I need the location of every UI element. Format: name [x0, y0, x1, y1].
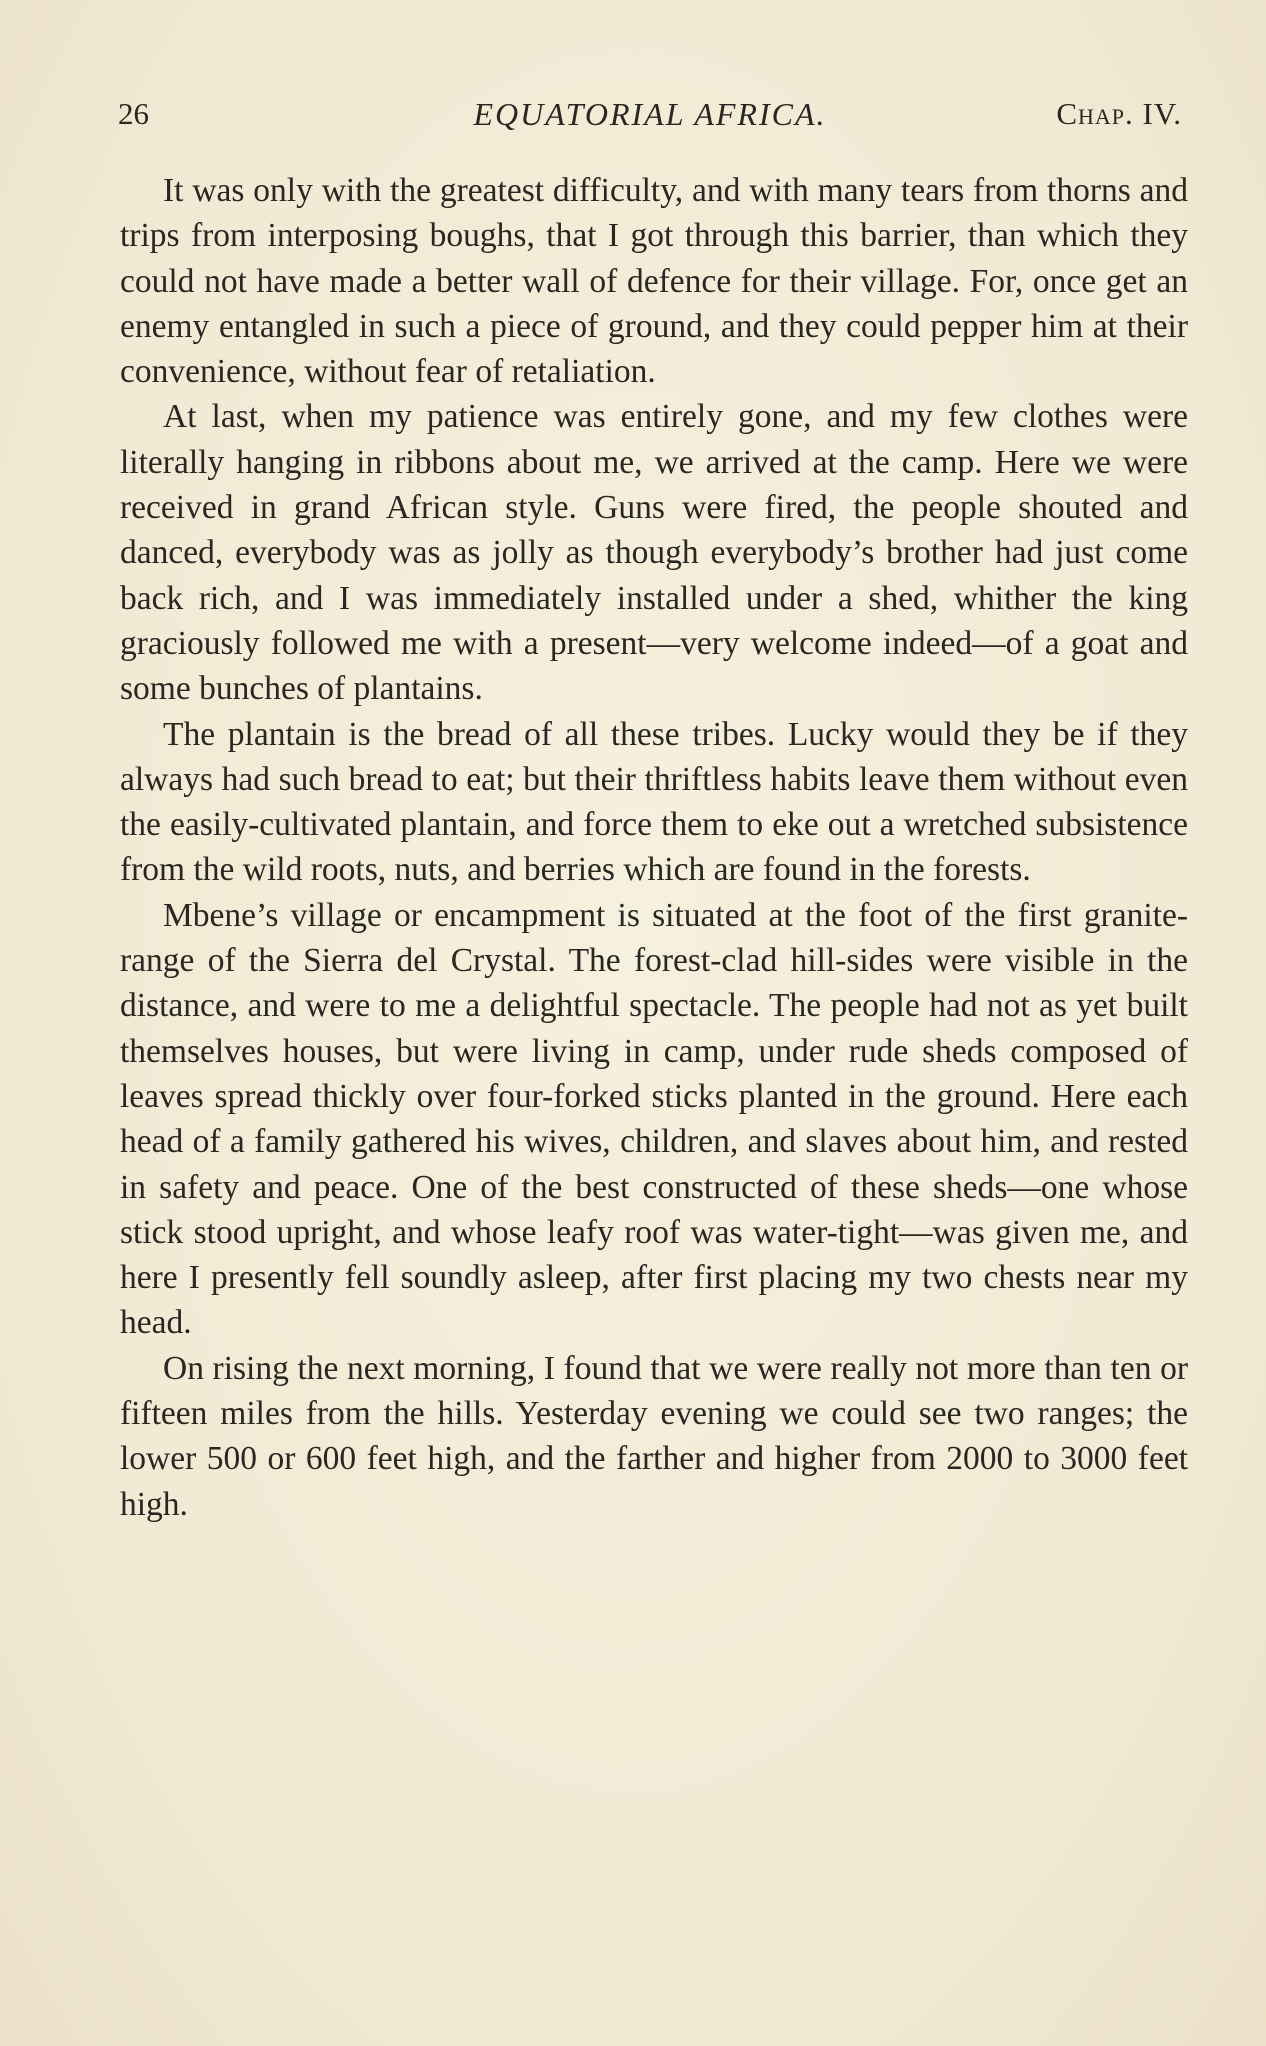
- body-text: [120, 168, 1188, 1527]
- page-number: 26: [118, 96, 149, 131]
- running-title: EQUATORIAL AFRICA.: [473, 96, 827, 132]
- paragraph-barrier: It was only with the greatest difficulty, and with many tears from thorns and trips from interposing boughs, that I got through this barrier, than which they could not have made a better wall of defence for their village. For, once get an enemy entangled in such a piece of ground, and they could pepper him at their convenience, without fear of retaliation.: [120, 172, 1188, 391]
- chapter-label: Chap. IV.: [1056, 96, 1182, 131]
- page-header: [118, 96, 1182, 140]
- paragraph-arrival: At last, when my patience was entirely gone, and my few clothes were literally hanging in ribbons about me, we arrived at the camp. Here we were received in grand African style. Guns were fired, the people shouted and danced, everybody was as jolly as though everybody’s brother had just come back rich, and I was immediately installed under a shed, whither the king graciously followed me with a present—very welcome indeed—of a goat and some bunches of plantains.: [120, 398, 1188, 708]
- paragraph-plantain: The plantain is the bread of all these tribes. Lucky would they be if they always had such bread to eat; but their thriftless habits leave them without even the easily-cultivated plantain, and force them to eke out a wretched subsistence from the wild roots, nuts, and berries which are found in the forests.: [120, 715, 1188, 889]
- paragraph-morning: On rising the next morning, I found that we were really not more than ten or fifteen miles from the hills. Yesterday evening we could see two ranges; the lower 500 or 600 feet high, and the farther and higher from 2000 to 3000 feet high.: [120, 1349, 1188, 1523]
- paragraph-village: Mbene’s village or encampment is situated at the foot of the first granite-range of the Sierra del Crystal. The forest-clad hill-sides were visible in the distance, and were to me a delightful spectacle. The people had not as yet built themselves houses, but were living in camp, under rude sheds composed of leaves spread thickly over four-forked sticks planted in the ground. Here each head of a family gathered his wives, children, and slaves about him, and rested in safety and peace. One of the best constructed of these sheds—one whose stick stood upright, and whose leafy roof was water-tight—was given me, and here I presently fell soundly asleep, after first placing my two chests near my head.: [120, 896, 1188, 1342]
